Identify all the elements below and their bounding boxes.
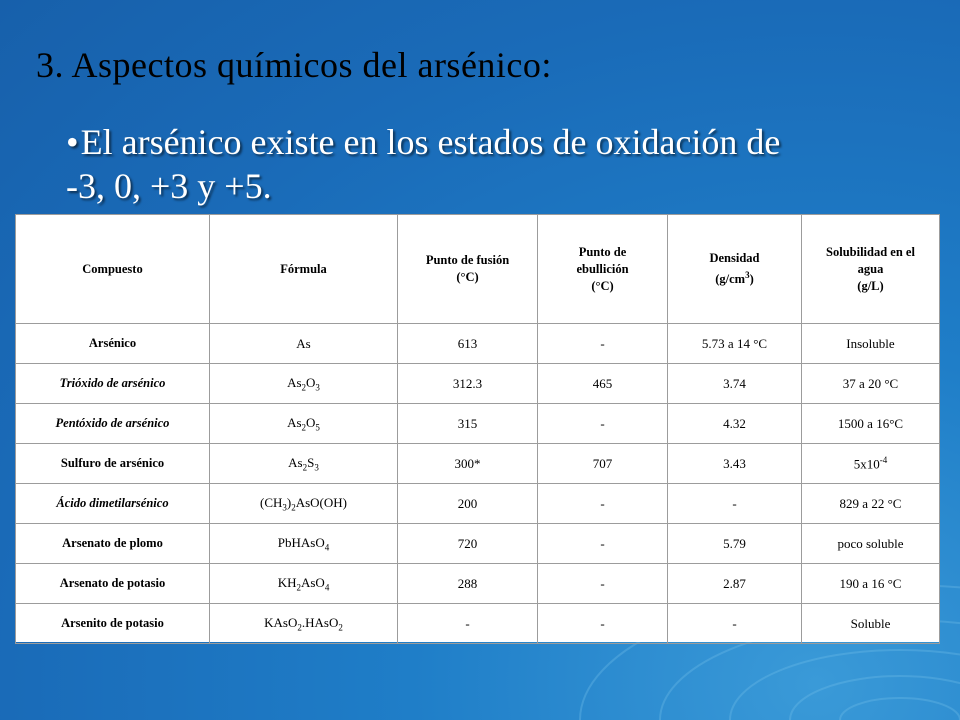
bullet-line-2: -3, 0, +3 y +5. <box>66 166 272 206</box>
cell-compuesto: Trióxido de arsénico <box>16 364 210 404</box>
cell-compuesto: Arsenato de potasio <box>16 564 210 604</box>
bullet-text <box>66 120 826 208</box>
table-row <box>16 604 940 644</box>
cell-formula: $As_2O_3$ <box>210 364 398 404</box>
cell-formula: As <box>210 324 398 364</box>
cell-fusion: 315 <box>398 404 538 444</box>
cell-solubilidad: poco soluble <box>802 524 940 564</box>
cell-fusion: 200 <box>398 484 538 524</box>
cell-fusion: 613 <box>398 324 538 364</box>
cell-formula: $As_2O_5$ <box>210 404 398 444</box>
cell-ebullicion: 465 <box>538 364 668 404</box>
header-punto-fusion: Punto de fusión (°C) <box>398 215 538 324</box>
header-punto-ebullicion: Punto de ebullición (°C) <box>538 215 668 324</box>
arsenic-compounds-table <box>15 214 939 642</box>
cell-densidad: 5.73 a 14 °C <box>668 324 802 364</box>
cell-ebullicion: 707 <box>538 444 668 484</box>
cell-densidad: - <box>668 484 802 524</box>
cell-formula: $(CH_3)_2AsO(OH)$ <box>210 484 398 524</box>
cell-compuesto: Pentóxido de arsénico <box>16 404 210 444</box>
cell-ebullicion: - <box>538 324 668 364</box>
cell-fusion: 288 <box>398 564 538 604</box>
cell-fusion: 720 <box>398 524 538 564</box>
bullet-line-1: El arsénico existe en los estados de oxidación de <box>80 122 781 162</box>
header-solubilidad: Solubilidad en el agua (g/L) <box>802 215 940 324</box>
cell-compuesto: Arsenato de plomo <box>16 524 210 564</box>
cell-fusion: 312.3 <box>398 364 538 404</box>
table-row <box>16 564 940 604</box>
cell-formula: $KH_2AsO_4$ <box>210 564 398 604</box>
bullet-marker: • <box>66 122 79 162</box>
cell-fusion: 300* <box>398 444 538 484</box>
cell-densidad: 3.74 <box>668 364 802 404</box>
cell-compuesto: Ácido dimetilarsénico <box>16 484 210 524</box>
cell-formula: KAsO$_2$.HAsO$_2$ <box>210 604 398 644</box>
table-header-row <box>16 215 940 324</box>
cell-densidad: 4.32 <box>668 404 802 444</box>
header-compuesto: Compuesto <box>16 215 210 324</box>
cell-solubilidad: $5x10^{-4}$ <box>802 444 940 484</box>
cell-ebullicion: - <box>538 564 668 604</box>
cell-compuesto: Arsénico <box>16 324 210 364</box>
cell-densidad: - <box>668 604 802 644</box>
cell-compuesto: Arsenito de potasio <box>16 604 210 644</box>
cell-solubilidad: Insoluble <box>802 324 940 364</box>
cell-ebullicion: - <box>538 484 668 524</box>
cell-densidad: 5.79 <box>668 524 802 564</box>
table-row <box>16 484 940 524</box>
header-formula: Fórmula <box>210 215 398 324</box>
cell-solubilidad: 190 a 16 °C <box>802 564 940 604</box>
table-row <box>16 404 940 444</box>
cell-densidad: 3.43 <box>668 444 802 484</box>
cell-solubilidad: 829 a 22 °C <box>802 484 940 524</box>
cell-ebullicion: - <box>538 524 668 564</box>
cell-ebullicion: - <box>538 604 668 644</box>
table-row <box>16 444 940 484</box>
cell-solubilidad: Soluble <box>802 604 940 644</box>
cell-solubilidad: 1500 a 16°C <box>802 404 940 444</box>
cell-densidad: 2.87 <box>668 564 802 604</box>
header-densidad: Densidad $(g/cm^3)$ <box>668 215 802 324</box>
table-row <box>16 364 940 404</box>
slide-title: 3. Aspectos químicos del arsénico: <box>36 45 552 85</box>
cell-fusion: - <box>398 604 538 644</box>
cell-solubilidad: 37 a 20 °C <box>802 364 940 404</box>
cell-compuesto: Sulfuro de arsénico <box>16 444 210 484</box>
table-row <box>16 324 940 364</box>
cell-ebullicion: - <box>538 404 668 444</box>
cell-formula: PbHAsO$_4$ <box>210 524 398 564</box>
table-row <box>16 524 940 564</box>
cell-formula: $As_2S_3$ <box>210 444 398 484</box>
